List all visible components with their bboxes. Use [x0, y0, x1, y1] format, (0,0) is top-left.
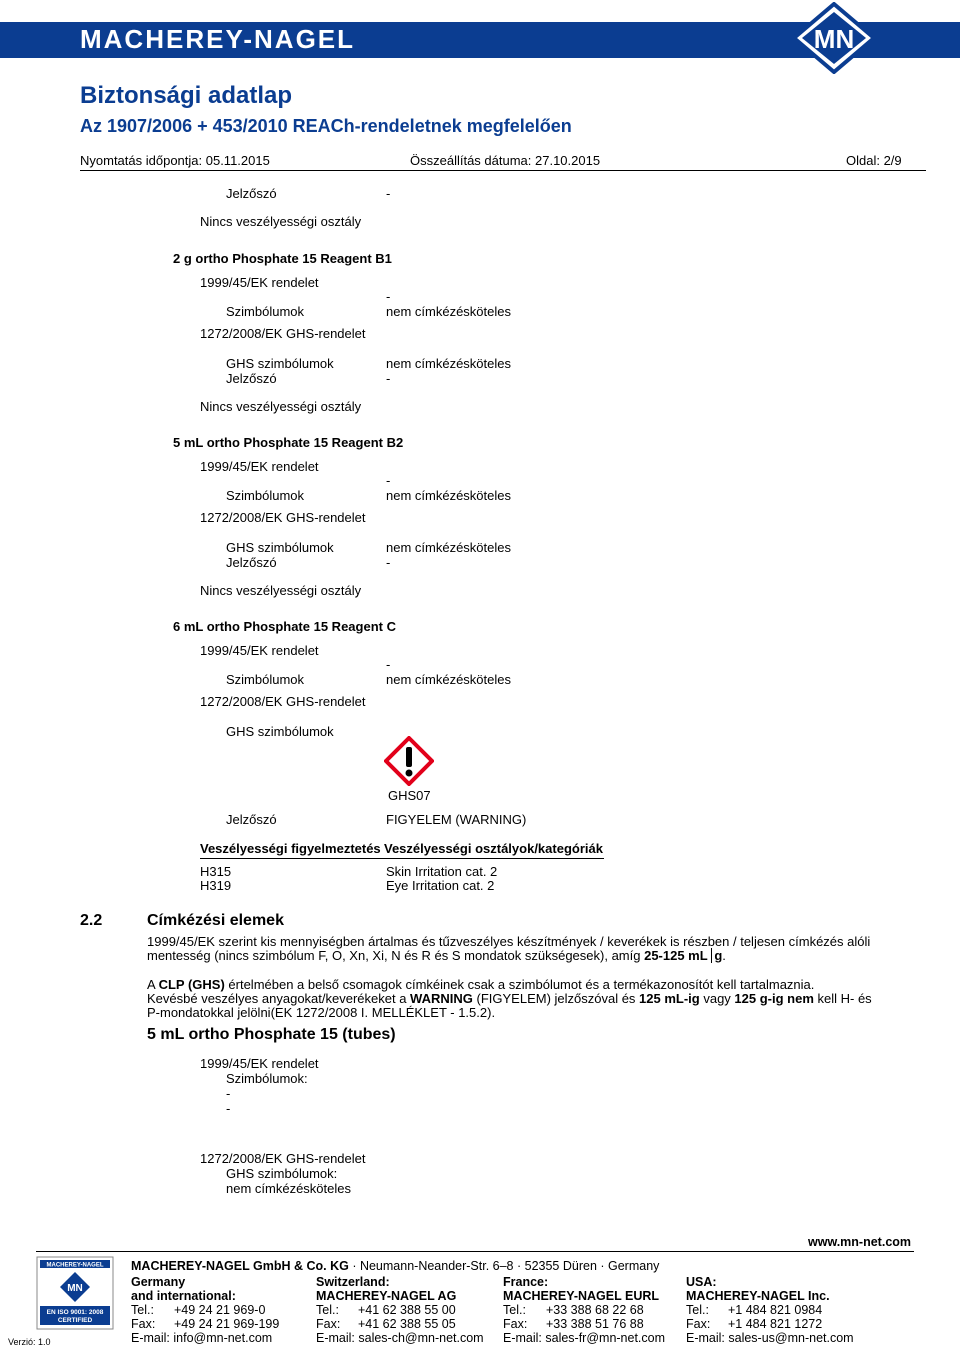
ghs-symbols-label: GHS szimbólumok — [226, 356, 334, 371]
footer-email[interactable]: E-mail: sales-fr@mn-net.com — [503, 1331, 666, 1345]
symbols-value: nem címkézésköteles — [386, 304, 511, 319]
page-title: Biztonsági adatlap — [80, 82, 293, 109]
table-cell-class: Skin Irritation cat. 2 — [386, 864, 498, 879]
footer-col-subheading: and international: — [131, 1289, 236, 1303]
footer-col-heading: Switzerland: — [316, 1275, 390, 1289]
footer-email[interactable]: E-mail: sales-us@mn-net.com — [686, 1331, 854, 1345]
dash-value: - — [386, 473, 391, 488]
exclamation-mark-icon — [384, 736, 434, 786]
tubes-title: 5 mL ortho Phosphate 15 (tubes) — [147, 1026, 396, 1043]
compile-date: Összeállítás dátuma: 27.10.2015 — [410, 153, 601, 168]
section-title: Címkézési elemek — [147, 912, 284, 929]
dash-value: - — [226, 1086, 231, 1101]
footer-tel-value: +41 62 388 55 00 — [358, 1303, 456, 1317]
logo-text: MN — [813, 24, 855, 54]
paragraph-line: mentesség (nincs szimbólum F, O, Xn, Xi, N és R és S mondatok szükségesek), amíg 25-125 mL g. — [147, 948, 726, 963]
signal-word-value: - — [386, 555, 391, 570]
footer-fax-label: Fax: — [316, 1317, 341, 1331]
signal-word-label: Jelzőszó — [226, 371, 277, 386]
symbols-label: Szimbólumok — [226, 304, 305, 319]
page-subtitle: Az 1907/2006 + 453/2010 REACh-rendeletnek megfelelően — [80, 116, 572, 136]
footer-email[interactable]: E-mail: sales-ch@mn-net.com — [316, 1331, 484, 1345]
footer-fax-value: +1 484 821 1272 — [728, 1317, 823, 1331]
version-label: Verzió: 1.0 — [8, 1337, 51, 1347]
svg-text:CERTIFIED: CERTIFIED — [57, 1317, 93, 1324]
footer-email[interactable]: E-mail: info@mn-net.com — [131, 1331, 273, 1345]
svg-text:EN ISO 9001: 2008: EN ISO 9001: 2008 — [46, 1309, 104, 1316]
table-header-hazard-statement: Veszélyességi figyelmeztetés — [200, 841, 381, 856]
no-hazard-class: Nincs veszélyességi osztály — [200, 399, 362, 414]
footer-col-heading: USA: — [686, 1275, 717, 1289]
table-header-hazard-class: Veszélyességi osztályok/kategóriák — [384, 841, 603, 856]
table-cell-code: H319 — [200, 878, 232, 893]
table-header-divider — [200, 858, 604, 859]
website[interactable]: www.mn-net.com — [808, 1235, 912, 1249]
svg-text:MN: MN — [67, 1283, 83, 1294]
footer-col-subheading: MACHEREY-NAGEL Inc. — [686, 1289, 830, 1303]
no-hazard-class: Nincs veszélyességi osztály — [200, 583, 362, 598]
signal-word-value: - — [386, 186, 391, 201]
paragraph-line: 1999/45/EK szerint kis mennyiségben ártalmas és tűzveszélyes készítmények / keverékek is részben / teljesen címkézés alóli — [147, 934, 871, 949]
ghs-regulation-label: 1272/2008/EK GHS-rendelet — [200, 694, 366, 709]
directive-label: 1999/45/EK rendelet — [200, 459, 319, 474]
paragraph-line: A CLP (GHS) értelmében a belső csomagok címkéinek csak a szimbólumot és a termékazonosítót kell tartalmaznia. — [147, 977, 815, 992]
print-date: Nyomtatás időpontja: 05.11.2015 — [80, 153, 270, 168]
signal-word-value: FIGYELEM (WARNING) — [386, 812, 527, 827]
table-cell-code: H315 — [200, 864, 232, 879]
footer-tel-label: Tel.: — [131, 1303, 154, 1317]
ghs-symbols-value: nem címkézésköteles — [386, 540, 511, 555]
signal-word-label: Jelzőszó — [226, 186, 277, 201]
ghs-symbols-value: nem címkézésköteles — [386, 356, 511, 371]
footer-fax-value: +49 24 21 969-199 — [174, 1317, 280, 1331]
footer-fax-label: Fax: — [686, 1317, 711, 1331]
symbols-value: nem címkézésköteles — [386, 488, 511, 503]
directive-label: 1999/45/EK rendelet — [200, 643, 319, 658]
page-number: Oldal: 2/9 — [846, 153, 902, 168]
header-divider — [80, 170, 926, 171]
symbols-value: nem címkézésköteles — [386, 672, 511, 687]
footer-divider — [36, 1251, 914, 1252]
paragraph-line: P-mondatokkal jelölni(EK 1272/2008 I. MELLÉKLET - 1.5.2). — [147, 1005, 496, 1020]
ghs-regulation-label: 1272/2008/EK GHS-rendelet — [200, 510, 366, 525]
footer-fax-label: Fax: — [131, 1317, 156, 1331]
ghs-symbols-label: GHS szimbólumok — [226, 540, 334, 555]
dash-value: - — [386, 657, 391, 672]
ghs-symbols-label: GHS szimbólumok — [226, 724, 334, 739]
footer-col-subheading: MACHEREY-NAGEL EURL — [503, 1289, 660, 1303]
certified-logo-icon — [36, 1256, 114, 1330]
product-name: 5 mL ortho Phosphate 15 Reagent B2 — [173, 435, 404, 450]
ghs-symbols-label: GHS szimbólumok: — [226, 1166, 338, 1181]
footer-col-heading: Germany — [131, 1275, 186, 1289]
footer-tel-value: +33 388 68 22 68 — [546, 1303, 644, 1317]
footer-tel-label: Tel.: — [686, 1303, 709, 1317]
paragraph-line: Kevésbé veszélyes anyagokat/keverékeket a WARNING (FIGYELEM) jelzőszóval és 125 mL-ig vagy 125 g-ig nem kell H- és — [147, 991, 872, 1006]
signal-word-value: - — [386, 371, 391, 386]
footer-fax-label: Fax: — [503, 1317, 528, 1331]
signal-word-label: Jelzőszó — [226, 555, 277, 570]
section-number: 2.2 — [80, 912, 103, 929]
no-hazard-class: Nincs veszélyességi osztály — [200, 214, 362, 229]
table-cell-class: Eye Irritation cat. 2 — [386, 878, 495, 893]
footer-fax-value: +41 62 388 55 05 — [358, 1317, 456, 1331]
product-name: 2 g ortho Phosphate 15 Reagent B1 — [173, 251, 392, 266]
footer-tel-label: Tel.: — [503, 1303, 526, 1317]
brand-name: MACHEREY-NAGEL — [80, 24, 356, 54]
ghs-regulation-label: 1272/2008/EK GHS-rendelet — [200, 1151, 366, 1166]
directive-label: 1999/45/EK rendelet — [200, 275, 319, 290]
symbols-label: Szimbólumok — [226, 672, 305, 687]
ghs-regulation-label: 1272/2008/EK GHS-rendelet — [200, 326, 366, 341]
footer-col-subheading: MACHEREY-NAGEL AG — [316, 1289, 457, 1303]
dash-value: - — [226, 1101, 231, 1116]
company-line: MACHEREY-NAGEL GmbH & Co. KG · Neumann-Neander-Str. 6–8 · 52355 Düren · Germany — [131, 1259, 660, 1273]
mn-logo-icon — [778, 2, 890, 74]
symbols-label: Szimbólumok — [226, 488, 305, 503]
footer-col-heading: France: — [503, 1275, 549, 1289]
footer-tel-value: +1 484 821 0984 — [728, 1303, 823, 1317]
product-name: 6 mL ortho Phosphate 15 Reagent C — [173, 619, 396, 634]
svg-text:MACHEREY-NAGEL: MACHEREY-NAGEL — [46, 1262, 104, 1269]
pictogram-code: GHS07 — [388, 788, 431, 803]
signal-word-label: Jelzőszó — [226, 812, 277, 827]
footer-tel-value: +49 24 21 969-0 — [174, 1303, 266, 1317]
directive-label: 1999/45/EK rendelet — [200, 1056, 319, 1071]
dash-value: - — [386, 289, 391, 304]
ghs-symbols-value: nem címkézésköteles — [226, 1181, 351, 1196]
symbols-label: Szimbólumok: — [226, 1071, 308, 1086]
footer-tel-label: Tel.: — [316, 1303, 339, 1317]
footer-fax-value: +33 388 51 76 88 — [546, 1317, 644, 1331]
